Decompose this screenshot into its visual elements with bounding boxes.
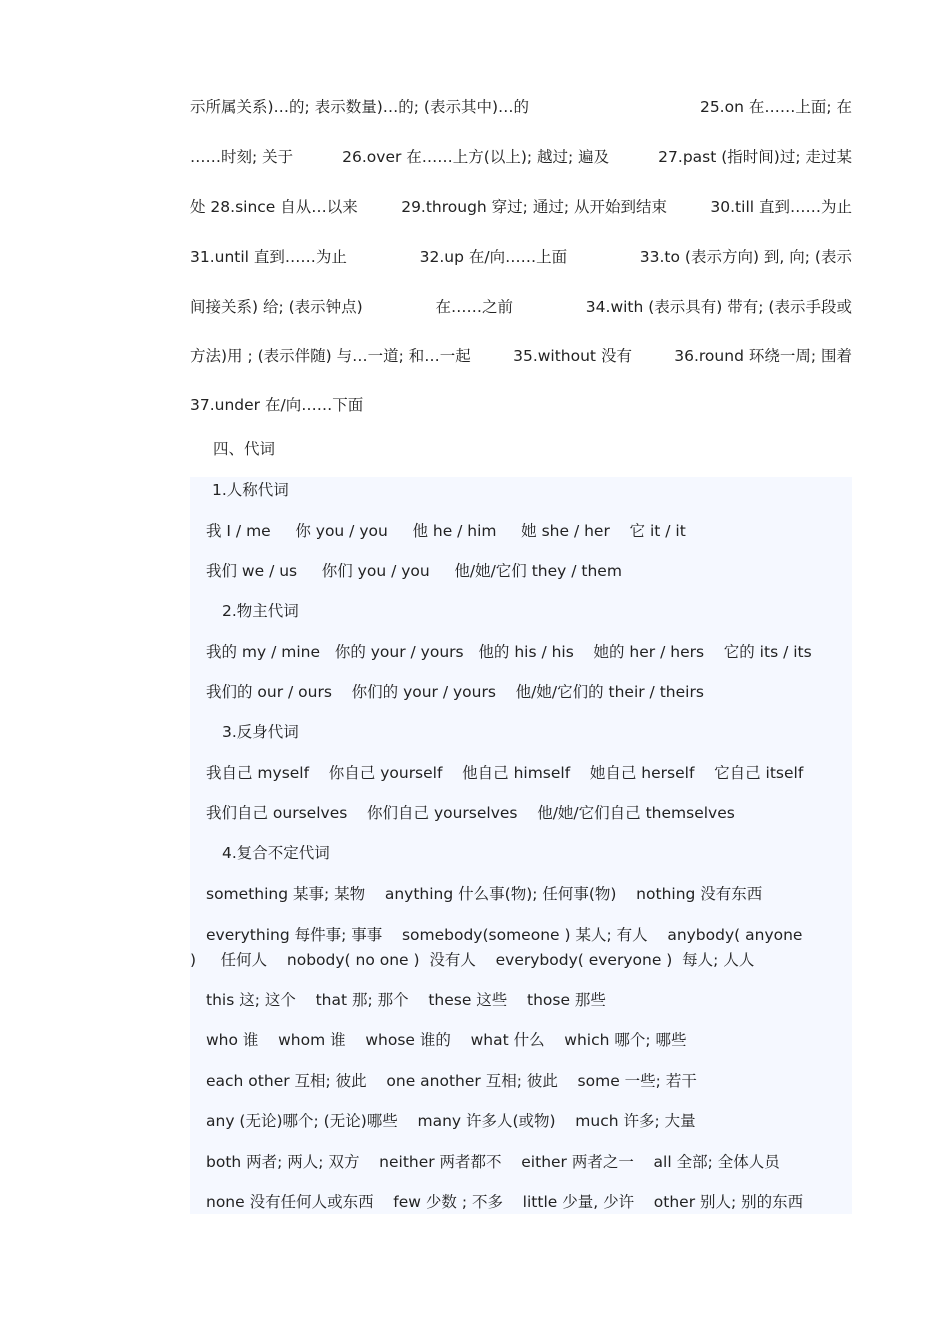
text-line — [190, 394, 852, 416]
text-line — [190, 296, 852, 318]
box-line: 我们 we / us 你们 you / you 他/她/它们 they / them — [206, 562, 622, 580]
text-line — [190, 246, 852, 268]
box-line: 我们的 our / ours 你们的 your / yours 他/她/它们的 their / theirs — [206, 683, 704, 701]
text-segment: 31.until 直到……为止 — [190, 248, 347, 266]
text-segment: 36.round 环绕一周; 围着 — [674, 347, 852, 365]
box-line: any (无论)哪个; (无论)哪些 many 许多人(或物) much 许多; 大量 — [206, 1112, 696, 1130]
text-segment: 方法)用 ; (表示伴随) 与…一道; 和…一起 — [190, 347, 471, 365]
text-line — [190, 345, 852, 367]
text-line — [190, 146, 852, 168]
text-segment: 间接关系) 给; (表示钟点) — [190, 298, 363, 316]
subsection-heading: 1.人称代词 — [212, 481, 289, 499]
box-line: 我 I / me 你 you / you 他 he / him 她 she / her 它 it / it — [206, 522, 686, 540]
box-line: none 没有任何人或东西 few 少数 ; 不多 little 少量, 少许 other 别人; 别的东西 — [206, 1193, 804, 1211]
subsection-heading: 2.物主代词 — [222, 602, 299, 620]
subsection-heading: 3.反身代词 — [222, 723, 299, 741]
text-segment: 37.under 在/向……下面 — [190, 396, 364, 414]
box-line: ) 任何人 nobody( no one ) 没有人 everybody( everyone ) 每人; 人人 — [190, 951, 755, 969]
section-title: 四、代词 — [213, 440, 276, 458]
box-line: 我们自己 ourselves 你们自己 yourselves 他/她/它们自己 themselves — [206, 804, 735, 822]
text-segment: 34.with (表示具有) 带有; (表示手段或 — [585, 298, 852, 316]
text-segment: 在……之前 — [435, 298, 514, 316]
text-segment: 25.on 在……上面; 在 — [699, 98, 852, 116]
text-segment: 33.to (表示方向) 到, 向; (表示 — [639, 248, 852, 266]
text-line — [190, 196, 852, 218]
text-segment: 32.up 在/向……上面 — [419, 248, 568, 266]
box-line: everything 每件事; 事事 somebody(someone ) 某人; 有人 anybody( anyone — [206, 926, 803, 944]
box-line: each other 互相; 彼此 one another 互相; 彼此 some 一些; 若干 — [206, 1072, 697, 1090]
text-segment: 27.past (指时间)过; 走过某 — [658, 148, 852, 166]
text-segment: 处 28.since 自从…以来 — [190, 198, 358, 216]
text-line — [190, 96, 852, 118]
box-line: this 这; 这个 that 那; 那个 these 这些 those 那些 — [206, 991, 606, 1009]
box-line: who 谁 whom 谁 whose 谁的 what 什么 which 哪个; 哪些 — [206, 1031, 687, 1049]
text-segment: 示所属关系)…的; 表示数量)…的; (表示其中)…的 — [190, 98, 529, 116]
text-segment: 30.till 直到……为止 — [710, 198, 852, 216]
text-segment: 29.through 穿过; 通过; 从开始到结束 — [401, 198, 667, 216]
text-segment: ……时刻; 关于 — [190, 148, 294, 166]
box-line: something 某事; 某物 anything 什么事(物); 任何事(物) nothing 没有东西 — [206, 885, 763, 903]
box-line: both 两者; 两人; 双方 neither 两者都不 either 两者之一 all 全部; 全体人员 — [206, 1153, 780, 1171]
box-line: 我的 my / mine 你的 your / yours 他的 his / his 她的 her / hers 它的 its / its — [206, 643, 812, 661]
box-line: 我自己 myself 你自己 yourself 他自己 himself 她自己 herself 它自己 itself — [206, 764, 804, 782]
text-segment: 26.over 在……上方(以上); 越过; 遍及 — [342, 148, 610, 166]
subsection-heading: 4.复合不定代词 — [222, 844, 330, 862]
text-segment: 35.without 没有 — [513, 347, 632, 365]
